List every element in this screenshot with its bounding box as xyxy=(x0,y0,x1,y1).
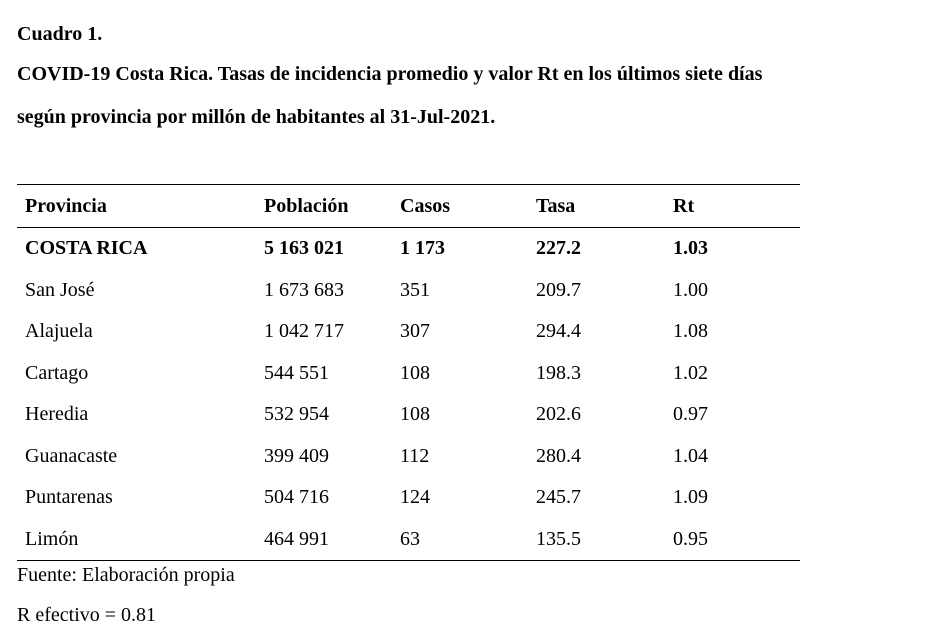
cell-casos: 124 xyxy=(400,486,430,509)
table-row xyxy=(17,270,800,312)
cell-provincia: Limón xyxy=(25,527,79,550)
cell-casos: 112 xyxy=(400,444,430,467)
cell-rt: 1.02 xyxy=(673,361,708,384)
cell-tasa: 209.7 xyxy=(536,278,581,301)
cell-rt: 0.97 xyxy=(673,403,708,426)
cell-tasa: 227.2 xyxy=(536,237,581,260)
header-tasa: Tasa xyxy=(536,194,576,217)
table-row xyxy=(17,436,800,478)
cell-casos: 307 xyxy=(400,320,430,343)
cell-poblacion: 544 551 xyxy=(264,361,329,384)
cell-poblacion: 464 991 xyxy=(264,527,329,550)
cell-poblacion: 5 163 021 xyxy=(264,237,344,260)
table-row xyxy=(17,353,800,395)
table-header-row xyxy=(17,185,800,228)
cell-poblacion: 532 954 xyxy=(264,403,329,426)
cell-provincia: Guanacaste xyxy=(25,444,118,467)
table-row xyxy=(17,519,800,561)
table-row xyxy=(17,477,800,519)
header-poblacion: Población xyxy=(264,194,349,217)
cell-poblacion: 399 409 xyxy=(264,444,329,467)
table-row-total xyxy=(17,228,800,270)
incidence-table-grid xyxy=(17,184,800,561)
cell-poblacion: 504 716 xyxy=(264,486,329,509)
cell-rt: 1.00 xyxy=(673,278,708,301)
r-effective-note: R efectivo = 0.81 xyxy=(17,604,157,626)
cell-provincia: Heredia xyxy=(25,403,89,426)
header-provincia: Provincia xyxy=(25,194,107,217)
cell-casos: 63 xyxy=(400,527,420,550)
source-note: Fuente: Elaboración propia xyxy=(17,564,235,586)
cell-provincia: Alajuela xyxy=(25,320,93,343)
cell-rt: 1.04 xyxy=(673,444,708,467)
cell-tasa: 202.6 xyxy=(536,403,581,426)
cell-rt: 0.95 xyxy=(673,527,708,550)
incidence-table xyxy=(17,184,800,561)
cell-provincia: COSTA RICA xyxy=(25,237,148,260)
table-title-line-2: según provincia por millón de habitantes al 31-Jul-2021. xyxy=(17,106,496,128)
cell-casos: 108 xyxy=(400,403,430,426)
cell-tasa: 135.5 xyxy=(536,527,581,550)
cell-provincia: Puntarenas xyxy=(25,486,113,509)
cell-poblacion: 1 042 717 xyxy=(264,320,344,343)
cell-provincia: San José xyxy=(25,278,95,301)
header-casos: Casos xyxy=(400,194,451,217)
table-title-line-1: COVID-19 Costa Rica. Tasas de incidencia promedio y valor Rt en los últimos siete días xyxy=(17,63,763,85)
table-row xyxy=(17,311,800,353)
cell-tasa: 280.4 xyxy=(536,444,581,467)
cell-casos: 351 xyxy=(400,278,430,301)
table-label: Cuadro 1. xyxy=(17,23,103,45)
cell-tasa: 294.4 xyxy=(536,320,581,343)
cell-casos: 1 173 xyxy=(400,237,445,260)
cell-poblacion: 1 673 683 xyxy=(264,278,344,301)
cell-rt: 1.09 xyxy=(673,486,708,509)
cell-rt: 1.08 xyxy=(673,320,708,343)
cell-casos: 108 xyxy=(400,361,430,384)
cell-tasa: 245.7 xyxy=(536,486,581,509)
table-row xyxy=(17,394,800,436)
cell-rt: 1.03 xyxy=(673,237,708,260)
header-rt: Rt xyxy=(673,194,695,217)
cell-provincia: Cartago xyxy=(25,361,89,384)
cell-tasa: 198.3 xyxy=(536,361,581,384)
